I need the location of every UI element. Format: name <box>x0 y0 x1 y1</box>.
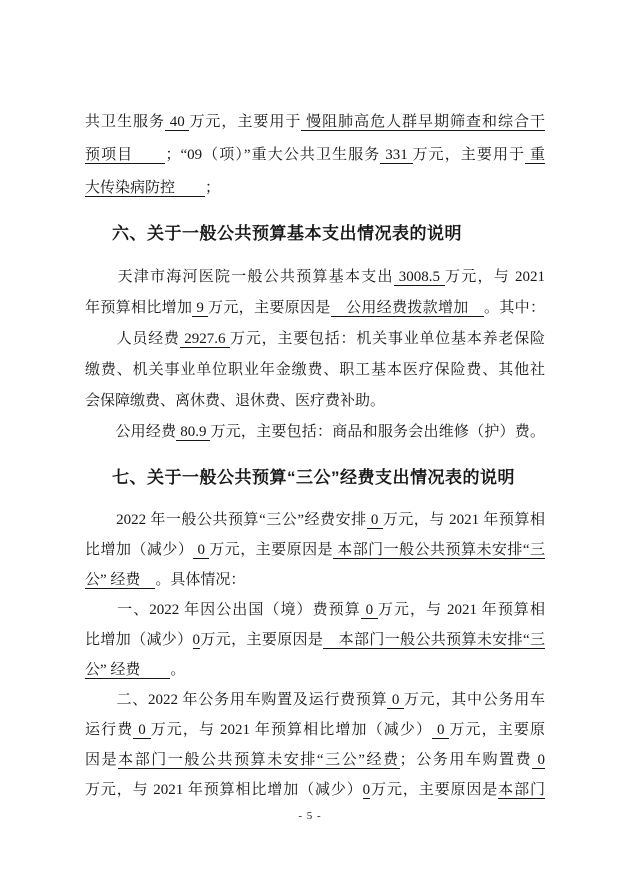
text-run: 因是 <box>85 752 119 768</box>
underlined-value: 331 <box>380 147 413 163</box>
underlined-value: 0 <box>432 722 450 738</box>
text-run: 比增加（减少） <box>85 632 193 648</box>
text-run: 。 <box>170 662 186 678</box>
underlined-value: 0 <box>366 512 383 528</box>
underlined-value: 公” 经费 <box>85 572 156 588</box>
text-run: 万元，与 2021 年预算相 <box>377 602 545 618</box>
underlined-value: 0 <box>532 752 545 768</box>
underlined-value: 0 <box>362 782 371 798</box>
underlined-value: 9 <box>192 300 208 316</box>
underlined-value: 本部门一般公共预算未安排“三公”经费 <box>118 752 400 768</box>
section-heading-6: 六、关于一般公共预算基本支出情况表的说明 <box>112 224 462 243</box>
text-run: 共卫生服务 <box>85 114 165 130</box>
para-public-health-services <box>85 106 545 205</box>
underlined-value: 公” 经费 <box>85 662 171 678</box>
text-run: 缴费、机关事业单位职业年金缴费、职工基本医疗保险费、其他社 <box>85 362 545 378</box>
underlined-value: 0 <box>133 722 151 738</box>
text-line <box>85 625 545 655</box>
underlined-value: 2927.6 <box>179 331 231 347</box>
text-run: 人员经费 <box>85 331 180 347</box>
text-run: 万元，主要包括：商品和服务会出维修（护）费。 <box>210 424 545 440</box>
text-line <box>85 386 545 417</box>
page-number: - 5 - <box>298 810 322 822</box>
text-run: 万元，与 2021 年预算相 <box>382 512 545 528</box>
text-run: 万元，主要用于 <box>189 114 302 130</box>
text-line <box>85 106 545 139</box>
text-line <box>85 417 545 448</box>
text-run: 万元，主要原因是 <box>370 782 499 798</box>
underlined-value: 重 <box>525 147 545 163</box>
underlined-value: 本部门一般公共预算未安排“三 <box>333 542 545 558</box>
underlined-value: 本部门一般公共预算未安排“三 <box>323 632 545 648</box>
text-line <box>85 535 545 565</box>
underlined-value: 慢阻肺高危人群早期筛查和综合干 <box>301 114 545 130</box>
underlined-value: 公用经费拨款增加 <box>330 300 484 316</box>
text-run: 。其中： <box>483 300 545 316</box>
text-line <box>85 775 545 805</box>
text-run: 万元，主要用于 <box>412 147 526 163</box>
text-run: 万元，主要原因是 <box>200 632 324 648</box>
text-run: 天津市海河医院一般公共预算基本支出 <box>85 269 394 285</box>
text-run: 。具体情况： <box>155 572 246 588</box>
underlined-value: 本部门 <box>498 782 545 798</box>
underlined-value: 0 <box>192 632 201 648</box>
text-line <box>85 139 545 172</box>
text-run: ；公务用车购置费 <box>399 752 533 768</box>
text-run: 一、2022 年因公出国（境）费预算 <box>85 602 361 618</box>
text-line <box>85 293 545 324</box>
text-run: 万元，主要原 <box>449 722 545 738</box>
underlined-value: 预项目 <box>85 147 166 163</box>
text-line <box>85 172 545 205</box>
text-line <box>85 355 545 386</box>
text-run: 会保障缴费、离休费、退休费、医疗费补助。 <box>85 393 386 409</box>
underlined-value: 3008.5 <box>393 269 445 285</box>
text-run: 万元，与 2021 年预算相比增加（减少） <box>85 782 363 798</box>
underlined-value: 40 <box>164 114 190 130</box>
text-run: 万元，主要原因是 <box>208 300 331 316</box>
text-line <box>85 262 545 293</box>
text-line <box>85 505 545 535</box>
para-three-public-overview <box>85 505 545 595</box>
underlined-value: 0 <box>387 692 404 708</box>
para-basic-expenditure <box>85 262 545 448</box>
text-line <box>85 685 545 715</box>
text-run: 运行费 <box>85 722 134 738</box>
text-line <box>85 595 545 625</box>
text-line <box>85 324 545 355</box>
text-run: ； <box>205 180 221 196</box>
section-heading-7: 七、关于一般公共预算“三公”经费支出情况表的说明 <box>112 468 515 487</box>
text-line <box>85 715 545 745</box>
text-run: 万元，主要包括：机关事业单位基本养老保险 <box>230 331 545 347</box>
text-run: 万元，与 2021 <box>444 269 545 285</box>
text-run: 年预算相比增加 <box>85 300 193 316</box>
document-content <box>85 106 545 805</box>
text-run: 万元，主要原因是 <box>209 542 334 558</box>
underlined-value: 0 <box>193 542 210 558</box>
text-line <box>85 565 545 595</box>
para-item1-abroad-expense <box>85 595 545 685</box>
text-run: 万元，其中公务用车 <box>403 692 545 708</box>
underlined-value: 80.9 <box>176 424 211 440</box>
text-line <box>85 745 545 775</box>
text-run: 二、2022 年公务用车购置及运行费预算 <box>85 692 388 708</box>
text-run: ；“09（项）”重大公共卫生服务 <box>165 147 381 163</box>
text-run: 公用经费 <box>85 424 177 440</box>
page-footer <box>0 807 620 825</box>
underlined-value: 大传染病防控 <box>85 180 206 196</box>
text-run: 万元，与 2021 年预算相比增加（减少） <box>150 722 433 738</box>
underlined-value: 0 <box>360 602 378 618</box>
text-run: 比增加（减少） <box>85 542 194 558</box>
para-item2-official-vehicle <box>85 685 545 805</box>
text-run: 2022 年一般公共预算“三公”经费安排 <box>85 512 367 528</box>
text-line <box>85 655 545 685</box>
